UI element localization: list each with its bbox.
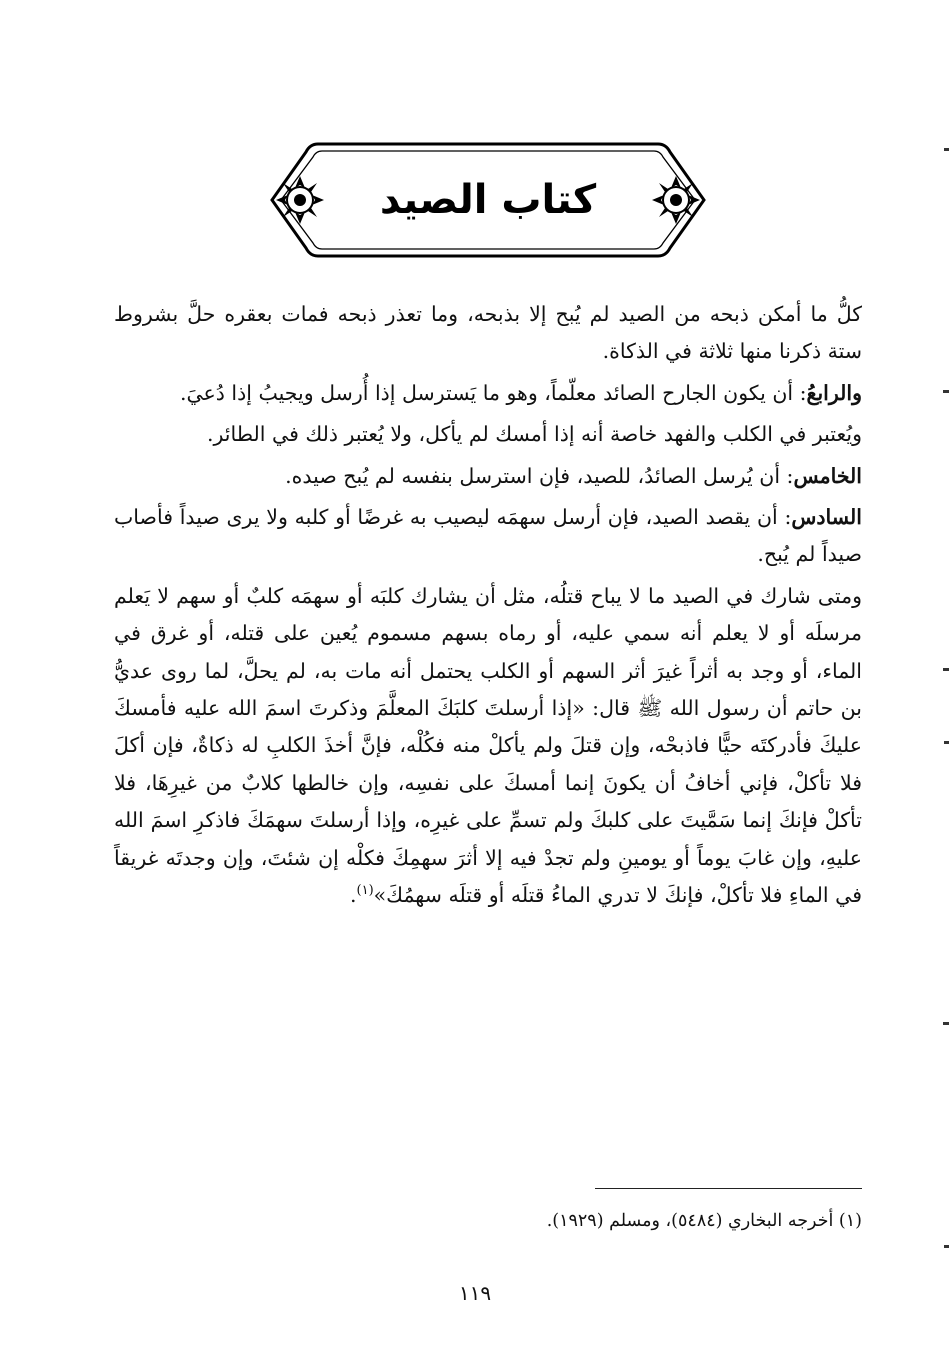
scan-edge-mark [943, 668, 949, 671]
paragraph-text: : أن يقصد الصيد، فإن أرسل سهمَه ليصيب به غرضًا أو كلبه ولا يرى صيداً فأصاب صيداً لم يُبح. [114, 505, 862, 567]
chapter-title: كتاب الصيد [379, 177, 597, 223]
paragraph-lead: السادس [791, 505, 862, 530]
paragraph-lead: الخامس [793, 463, 862, 488]
paragraph [114, 416, 862, 453]
page-number: ١١٩ [458, 1281, 492, 1305]
paragraph [114, 458, 862, 495]
scan-edge-mark [943, 1022, 949, 1025]
footnote: (١) أخرجه البخاري (٥٤٨٤)، ومسلم (١٩٢٩). [546, 1211, 862, 1231]
scan-edge-mark [944, 1245, 949, 1248]
ornament-right-icon [652, 176, 700, 224]
main-text [114, 296, 862, 915]
paragraph-text: كلُّ ما أمكن ذبحه من الصيد لم يُبح إلا بذبحه، وما تعذر ذبحه فمات بعقره حلَّ بشروط ستة ذكرنا منها ثلاثة في الذكاة. [114, 302, 862, 364]
footnote-reference[interactable]: (١) [356, 883, 374, 899]
scan-edge-mark [944, 148, 949, 151]
paragraph-lead: والرابعُ [806, 380, 862, 405]
ornament-left-icon [276, 176, 324, 224]
paragraph [114, 499, 862, 574]
paragraph-text: ويُعتبر في الكلب والفهد خاصة أنه إذا أمسك لم يأكل، ولا يُعتبر ذلك في الطائر. [206, 422, 862, 447]
paragraph [114, 578, 862, 915]
scan-edge-mark [943, 390, 949, 393]
paragraph-text: ومتى شارك في الصيد ما لا يباح قتلُه، مثل أن يشارك كلبَه أو سهمَه كلبٌ أو سهم لا يَعلم مرسلَه أو لا يعلم أنه سمي عليه، أو رماه بسهم مسموم يُعين على قتله، أو غرق في الماء، أو وجد به أثراً غيرَ أثر السهم أو الكلب يحتمل أنه مات به، لم يحلَّ، لما روى عديُّ بن حاتم أن رسول الله ﷺ قال: «إذا أرسلتَ كلبَكَ المعلَّمَ وذكرتَ اسمَ الله عليه فأمسكَ عليكَ فأدركتَه حيًّا فاذبحْه، وإن قتلَ ولم يأكلْ منه فكُلْه، فإنَّ أخذَ الكلبِ له ذكاةٌ، فإن أكلَ فلا تأكلْ، فإني أخافُ أن يكونَ إنما أمسكَ على نفسِه، وإن خالطها كلابٌ من غيرِهَا، فلا تأكلْ فإنكَ إنما سَمَّيتَ على كلبكَ ولم تسمِّ على غيرِه، وإذا أرسلتَ سهمَكَ فاذكرِ اسمَ الله عليهِ، وإن غابَ يوماً أو يومينِ ولم تجدْ فيه إلا أثرَ سهمِكَ فكلْه إن شئتَ، وإن وجدتَه غريقاً في الماءِ فلا تأكلْ، فإنكَ لا تدري الماءُ قتلَه أو قتلَه سهمُكَ» [114, 583, 862, 908]
footnote-separator [595, 1188, 862, 1189]
paragraph-end: . [349, 883, 357, 908]
paragraph-text: : أن يُرسل الصائدُ، للصيد، فإن استرسل بنفسه لم يُبح صيده. [285, 463, 794, 488]
paragraph [114, 375, 862, 412]
paragraph [114, 296, 862, 371]
paragraph-text: : أن يكون الجارح الصائد معلّماً، وهو ما يَسترسل إذا أُرسل ويجيبُ إذا دُعيَ. [179, 380, 807, 405]
scan-edge-mark [944, 741, 949, 744]
